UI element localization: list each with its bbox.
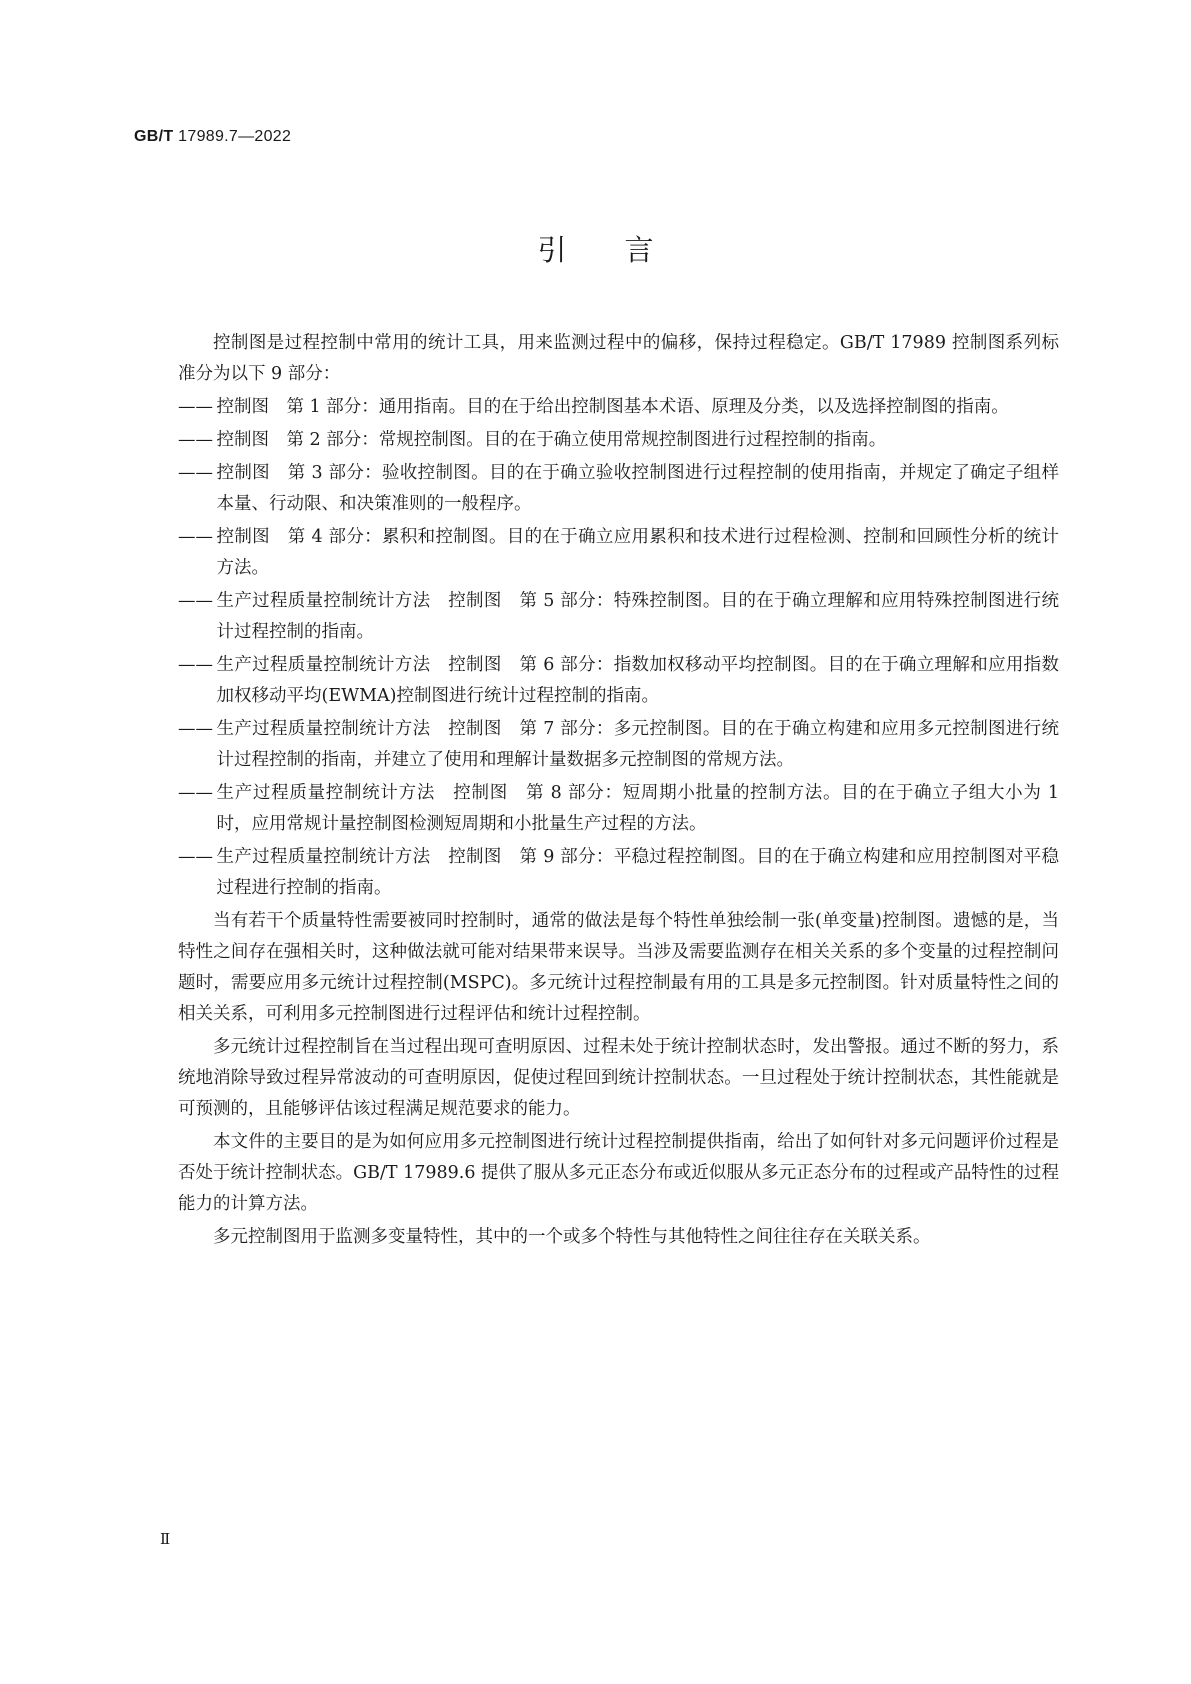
list-dash: —— xyxy=(178,430,213,450)
list-item-text: 生产过程质量控制统计方法 控制图 第 9 部分：平稳过程控制图。目的在于确立构建和应用控制图对平稳过程进行控制的指南。 xyxy=(216,847,1059,898)
list-dash: —— xyxy=(178,463,213,483)
list-item xyxy=(178,522,1059,584)
standard-number: 17989.7—2022 xyxy=(178,128,292,145)
parts-list xyxy=(178,392,1059,904)
list-dash: —— xyxy=(178,783,213,803)
list-dash: —— xyxy=(178,655,213,675)
body-paragraph: 多元控制图用于监测多变量特性，其中的一个或多个特性与其他特性之间往往存在关联关系。 xyxy=(213,1227,931,1247)
list-dash: —— xyxy=(178,591,213,611)
body-paragraph: 多元统计过程控制旨在当过程出现可查明原因、过程未处于统计控制状态时，发出警报。通过不断的努力，系统地消除导致过程异常波动的可查明原因，促使过程回到统计控制状态。一旦过程处于统计控制状态，其性能就是可预测的，且能够评估该过程满足规范要求的能力。 xyxy=(178,1037,1059,1119)
list-dash: —— xyxy=(178,527,213,547)
list-item-text: 生产过程质量控制统计方法 控制图 第 7 部分：多元控制图。目的在于确立构建和应用多元控制图进行统计过程控制的指南，并建立了使用和理解计量数据多元控制图的常规方法。 xyxy=(216,719,1059,770)
document-body xyxy=(178,328,1059,1255)
section-title: 引言 xyxy=(537,233,712,267)
list-item xyxy=(178,778,1059,840)
list-item xyxy=(178,425,1059,456)
body-paragraph: 本文件的主要目的是为如何应用多元控制图进行统计过程控制提供指南，给出了如何针对多元问题评价过程是否处于统计控制状态。GB/T 17989.6 提供了服从多元正态分布或近似服从多元正态分布的过程或产品特性的过程能力的计算方法。 xyxy=(178,1132,1059,1214)
page-number: Ⅱ xyxy=(160,1530,171,1548)
list-item xyxy=(178,458,1059,520)
list-item xyxy=(178,650,1059,712)
document-code xyxy=(134,128,291,146)
list-item-text: 控制图 第 3 部分：验收控制图。目的在于确立验收控制图进行过程控制的使用指南，并规定了确定子组样本量、行动限、和决策准则的一般程序。 xyxy=(216,463,1059,514)
list-item-text: 生产过程质量控制统计方法 控制图 第 6 部分：指数加权移动平均控制图。目的在于确立理解和应用指数加权移动平均(EWMA)控制图进行统计过程控制的指南。 xyxy=(216,655,1059,706)
list-dash: —— xyxy=(178,719,213,739)
list-item xyxy=(178,842,1059,904)
standard-prefix: GB/T xyxy=(134,128,174,145)
list-dash: —— xyxy=(178,397,213,417)
body-paragraph: 当有若干个质量特性需要被同时控制时，通常的做法是每个特性单独绘制一张(单变量)控制图。遗憾的是，当特性之间存在强相关时，这种做法就可能对结果带来误导。当涉及需要监测存在相关关系的多个变量的过程控制问题时，需要应用多元统计过程控制(MSPC)。多元统计过程控制最有用的工具是多元控制图。针对质量特性之间的相关关系，可利用多元控制图进行过程评估和统计过程控制。 xyxy=(178,911,1059,1024)
list-item xyxy=(178,586,1059,648)
list-item-text: 控制图 第 2 部分：常规控制图。目的在于确立使用常规控制图进行过程控制的指南。 xyxy=(216,430,887,450)
list-item-text: 控制图 第 1 部分：通用指南。目的在于给出控制图基本术语、原理及分类，以及选择控制图的指南。 xyxy=(216,397,1009,417)
intro-paragraph: 控制图是过程控制中常用的统计工具，用来监测过程中的偏移，保持过程稳定。GB/T 17989 控制图系列标准分为以下 9 部分： xyxy=(178,333,1059,384)
list-item xyxy=(178,392,1059,423)
list-item-text: 生产过程质量控制统计方法 控制图 第 5 部分：特殊控制图。目的在于确立理解和应用特殊控制图进行统计过程控制的指南。 xyxy=(216,591,1059,642)
list-item xyxy=(178,714,1059,776)
list-dash: —— xyxy=(178,847,213,867)
list-item-text: 生产过程质量控制统计方法 控制图 第 8 部分：短周期小批量的控制方法。目的在于确立子组大小为 1 时，应用常规计量控制图检测短周期和小批量生产过程的方法。 xyxy=(216,783,1059,834)
list-item-text: 控制图 第 4 部分：累积和控制图。目的在于确立应用累积和技术进行过程检测、控制和回顾性分析的统计方法。 xyxy=(216,527,1059,578)
